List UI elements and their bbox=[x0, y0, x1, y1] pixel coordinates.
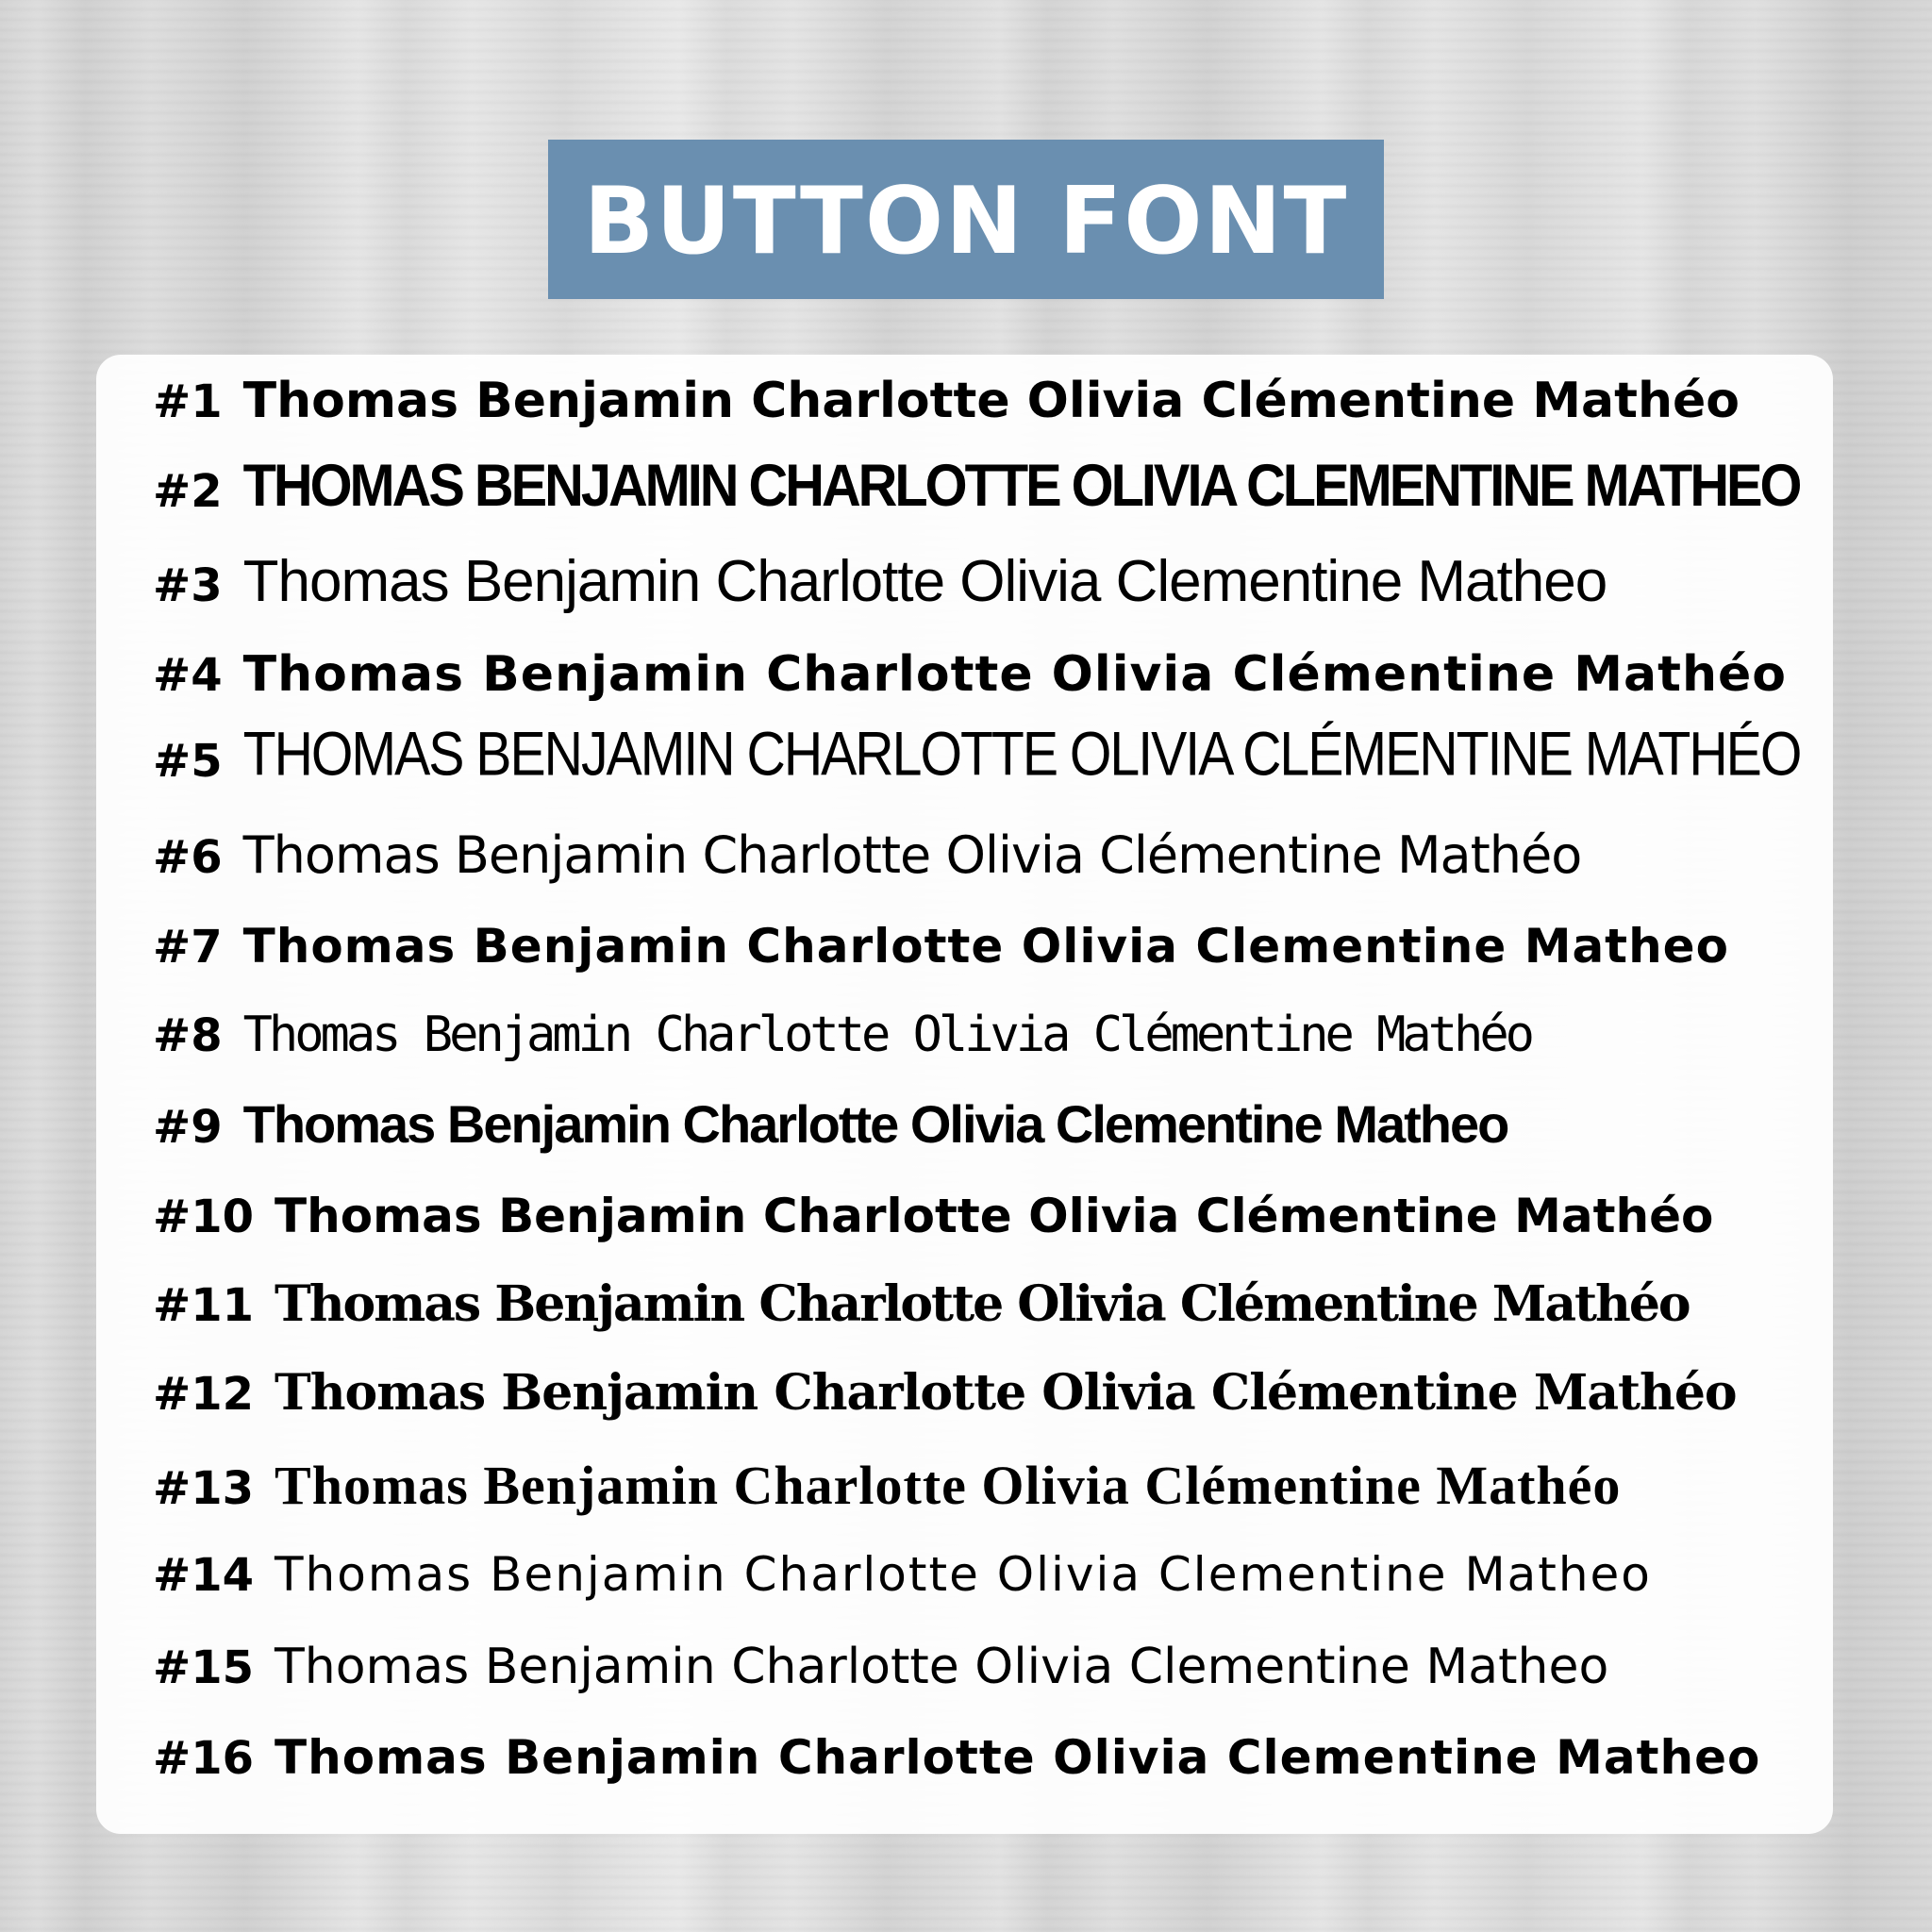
font-row bbox=[153, 1191, 1794, 1266]
font-row bbox=[153, 1549, 1794, 1624]
font-number: #15 bbox=[153, 1641, 255, 1694]
font-number: #2 bbox=[153, 465, 223, 518]
font-row bbox=[153, 1455, 1794, 1534]
font-number: #1 bbox=[153, 375, 223, 428]
font-number: #13 bbox=[153, 1462, 255, 1515]
font-sample: Thomas Benjamin Charlotte Olivia Clementine Matheo bbox=[242, 1094, 1508, 1154]
font-sample: THOMAS BENJAMIN CHARLOTTE OLIVIA CLEMENTINE MATHEO bbox=[242, 452, 1800, 520]
font-sample: Thomas Benjamin Charlotte Olivia Clémentine Mathéo bbox=[242, 373, 1740, 429]
font-row bbox=[153, 1094, 1794, 1174]
font-row bbox=[153, 1641, 1794, 1717]
font-number: #12 bbox=[153, 1368, 255, 1421]
font-number: #5 bbox=[153, 735, 223, 788]
font-number: #6 bbox=[153, 831, 223, 884]
font-number: #8 bbox=[153, 1009, 223, 1062]
font-sample: Thomas Benjamin Charlotte Olivia Clémentine Mathéo bbox=[242, 646, 1787, 703]
font-sample: Thomas Benjamin Charlotte Olivia Clementine Matheo bbox=[275, 1547, 1652, 1602]
font-sample: Thomas Benjamin Charlotte Olivia Clémentine Mathéo bbox=[275, 1364, 1737, 1422]
font-number: #16 bbox=[153, 1732, 255, 1785]
font-sample: Thomas Benjamin Charlotte Olivia Clementine Matheo bbox=[275, 1730, 1761, 1785]
font-row bbox=[153, 375, 1794, 451]
font-sample: Thomas Benjamin Charlotte Olivia Clémentine Mathéo bbox=[242, 1007, 1531, 1063]
font-number: #4 bbox=[153, 649, 223, 702]
font-row bbox=[153, 921, 1794, 996]
font-sample: THOMAS BENJAMIN CHARLOTTE OLIVIA CLÉMENTINE MATHÉO bbox=[242, 719, 1801, 790]
title-banner bbox=[548, 140, 1384, 299]
font-sample: Thomas Benjamin Charlotte Olivia Clémentine Mathéo bbox=[275, 1275, 1690, 1333]
font-number: #14 bbox=[153, 1549, 255, 1602]
font-row bbox=[153, 825, 1794, 906]
font-sample: Thomas Benjamin Charlotte Olivia Clémentine Mathéo bbox=[242, 825, 1582, 885]
font-sample: Thomas Benjamin Charlotte Olivia Clementine Matheo bbox=[242, 549, 1607, 614]
font-sample: Thomas Benjamin Charlotte Olivia Clémentine Mathéo bbox=[275, 1455, 1622, 1516]
page-title: BUTTON FONT bbox=[583, 167, 1349, 275]
font-number: #11 bbox=[153, 1279, 255, 1332]
font-row bbox=[153, 1732, 1794, 1807]
font-number: #3 bbox=[153, 559, 223, 612]
font-row bbox=[153, 646, 1794, 724]
font-row bbox=[153, 1364, 1794, 1443]
font-row bbox=[153, 719, 1801, 808]
font-sample: Thomas Benjamin Charlotte Olivia Clémentine Mathéo bbox=[275, 1189, 1714, 1243]
font-row bbox=[153, 1275, 1794, 1355]
font-number: #10 bbox=[153, 1191, 255, 1243]
font-sample: Thomas Benjamin Charlotte Olivia Clementine Matheo bbox=[242, 919, 1729, 974]
font-number: #9 bbox=[153, 1101, 223, 1154]
font-number: #7 bbox=[153, 921, 223, 974]
font-row bbox=[153, 549, 1794, 628]
font-row bbox=[153, 1009, 1794, 1085]
font-sample: Thomas Benjamin Charlotte Olivia Clementine Matheo bbox=[275, 1639, 1609, 1695]
font-row bbox=[153, 452, 1800, 538]
